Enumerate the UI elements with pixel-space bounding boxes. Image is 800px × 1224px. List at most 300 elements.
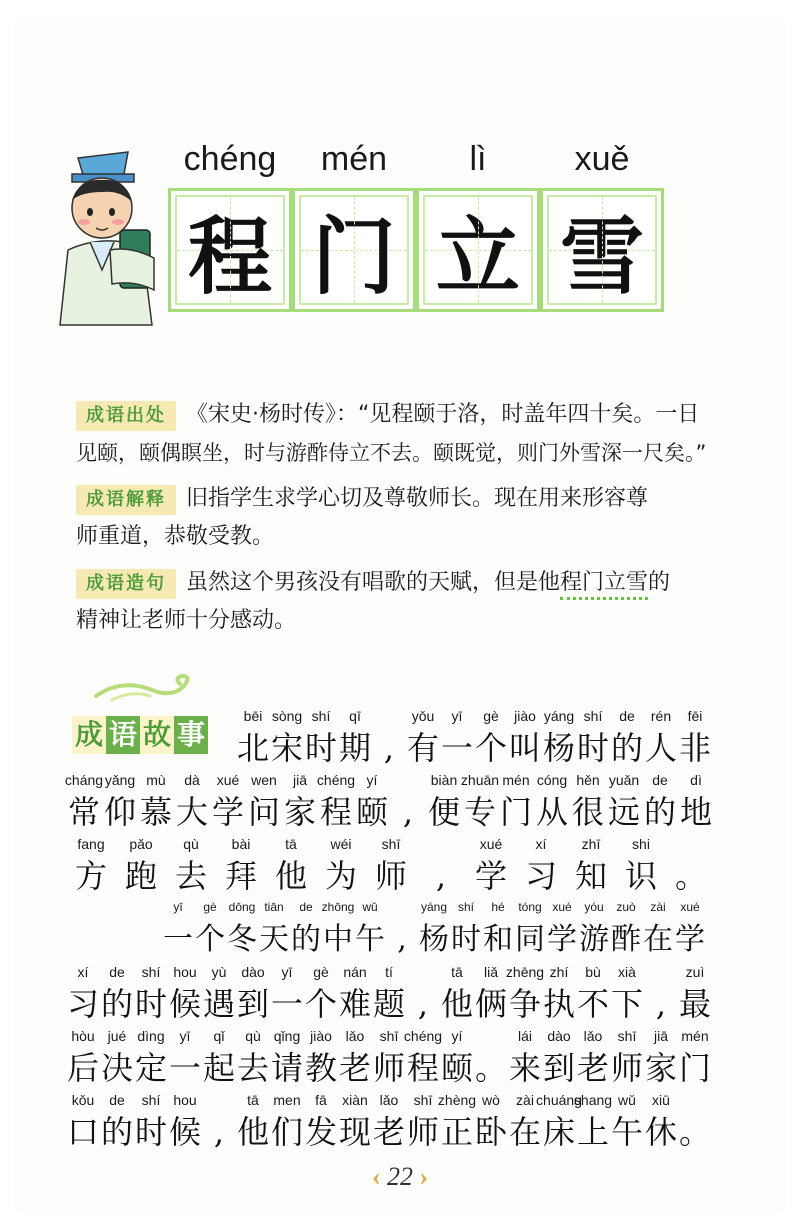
story-char — [66, 1092, 100, 1152]
story-char — [270, 1092, 304, 1152]
story-char-hanzi: 时 — [576, 729, 609, 767]
story-char — [474, 1028, 508, 1088]
story-char-hanzi: 教 — [304, 1049, 337, 1087]
story-char-pinyin: zhēng — [505, 964, 545, 980]
story-char — [516, 836, 566, 896]
story-char-hanzi: 执 — [542, 985, 575, 1023]
story-char — [644, 1092, 678, 1152]
story-char-hanzi: 方 — [74, 857, 107, 895]
story-char-hanzi: 一 — [163, 922, 193, 957]
story-char-pinyin: jiā — [292, 772, 307, 788]
example-text-pre: 虽然这个男孩没有唱歌的天赋，但是他 — [186, 570, 561, 595]
story-line — [66, 836, 720, 896]
story-char-pinyin: chéng — [403, 1028, 443, 1044]
story-char — [406, 708, 440, 768]
story-char-pinyin: dào — [547, 1028, 571, 1044]
story-char-pinyin: yǒu — [411, 708, 435, 724]
story-char-hanzi: 个 — [474, 729, 507, 767]
source-text-1: 《宋史·杨时传》：“见程颐于洛，时盖年四十矣。一日 — [186, 402, 700, 427]
story-char-pinyin: sòng — [271, 708, 303, 724]
story-tag-char: 事 — [174, 716, 208, 754]
story-char-pinyin: wǔ — [362, 900, 378, 914]
story-char — [514, 900, 546, 960]
story-char-pinyin: shī — [617, 1028, 637, 1044]
story-char — [130, 940, 162, 960]
story-char — [386, 900, 418, 960]
story-char-hanzi: 去 — [174, 857, 207, 895]
story-char-pinyin: nán — [343, 964, 367, 980]
story-char-pinyin: tā — [247, 1092, 259, 1108]
story-char-pinyin: shang — [573, 1092, 613, 1108]
title-char: 雪 — [559, 207, 644, 306]
story-char-hanzi: 不 — [576, 985, 609, 1023]
story-char-hanzi: 上 — [576, 1113, 609, 1151]
story-char — [304, 708, 338, 768]
story-char-hanzi: 个 — [195, 922, 225, 957]
story-char — [406, 964, 440, 1024]
story-char-pinyin: cóng — [536, 772, 568, 788]
story-char — [100, 964, 134, 1024]
title-cell — [540, 188, 664, 312]
story-char — [642, 900, 674, 960]
story-tag-char: 故 — [140, 716, 174, 754]
story-char-pinyin: hou — [173, 964, 197, 980]
story-char-hanzi: 难 — [338, 985, 371, 1023]
story-char — [270, 708, 304, 768]
story-char-pinyin: jiào — [514, 708, 536, 724]
story-char — [678, 708, 712, 768]
story-char-pinyin: qù — [245, 1028, 261, 1044]
story-char — [576, 708, 610, 768]
story-line — [130, 900, 720, 960]
story-char — [270, 1028, 304, 1088]
story-char-hanzi: 老 — [576, 1049, 609, 1087]
story-char-pinyin: jiā — [653, 1028, 668, 1044]
story-char-pinyin: wéi — [330, 836, 352, 852]
title-pinyin — [168, 140, 664, 188]
story-char — [372, 1028, 406, 1088]
story-char — [542, 1028, 576, 1088]
story-char — [304, 1092, 338, 1152]
story-char-hanzi: 他 — [236, 1113, 269, 1151]
story-char — [354, 772, 390, 832]
story-char-pinyin: yuǎn — [608, 772, 640, 788]
story-char-hanzi: 中 — [323, 922, 353, 957]
story-char — [610, 964, 644, 1024]
story-char-hanzi: 的 — [291, 922, 321, 957]
story-char-hanzi: 的 — [100, 985, 133, 1023]
story-char — [168, 1028, 202, 1088]
story-char-pinyin: dà — [184, 772, 200, 788]
story-char-pinyin: lái — [517, 1028, 532, 1044]
story-char-pinyin: xué — [216, 772, 240, 788]
story-char-hanzi: , — [397, 922, 407, 957]
story-char-pinyin: zhèng — [437, 1092, 477, 1108]
story-char — [372, 708, 406, 768]
story-char-hanzi: 学 — [211, 793, 244, 831]
story-char — [134, 1028, 168, 1088]
story-char — [304, 1028, 338, 1088]
story-char-pinyin: mén — [502, 772, 530, 788]
story-char-hanzi: , — [383, 729, 395, 767]
source-tag: 成语出处 — [76, 401, 176, 431]
story-char-pinyin: zhōng — [321, 900, 355, 914]
story-char — [338, 1028, 372, 1088]
page-number — [0, 1162, 800, 1192]
story-char-hanzi: 地 — [679, 793, 712, 831]
story-tag — [72, 716, 208, 754]
idiom-source — [76, 396, 726, 472]
story-char-pinyin: yī — [451, 708, 463, 724]
story-char-hanzi: 门 — [499, 793, 532, 831]
story-char-hanzi: 一 — [168, 1049, 201, 1087]
story-char-pinyin: dì — [690, 772, 702, 788]
story-char-hanzi: 游 — [579, 922, 609, 957]
story-char-hanzi: 程 — [319, 793, 352, 831]
story-char-hanzi: 在 — [508, 1113, 541, 1151]
story-char-pinyin: xiū — [652, 1092, 670, 1108]
story-char-pinyin: rén — [650, 708, 672, 724]
story-char-hanzi: 现 — [338, 1113, 371, 1151]
story-char-hanzi: 习 — [66, 985, 99, 1023]
story-char — [338, 1092, 372, 1152]
story-line — [66, 1028, 720, 1088]
story-char — [226, 900, 258, 960]
story-char — [426, 772, 462, 832]
story-char — [390, 772, 426, 832]
story-char-hanzi: 他 — [274, 857, 307, 895]
title-pinyin-1: chéng — [183, 140, 277, 178]
story-char-pinyin: xué — [552, 900, 572, 914]
story-char-pinyin: qǐ — [213, 1028, 225, 1044]
story-char-pinyin: xiàn — [342, 1092, 368, 1108]
story-char-hanzi: 的 — [610, 729, 643, 767]
story-char-pinyin: tí — [385, 964, 393, 980]
story-char-pinyin: jué — [107, 1028, 127, 1044]
story-char — [644, 1028, 678, 1088]
story-char-hanzi: 大 — [175, 793, 208, 831]
story-char-pinyin: xí — [77, 964, 89, 980]
story-char-pinyin: mén — [681, 1028, 709, 1044]
story-char-hanzi: 师 — [372, 1049, 405, 1087]
story-char-hanzi: 候 — [168, 1113, 201, 1151]
story-char-hanzi: 的 — [100, 1113, 133, 1151]
story-char-hanzi: 到 — [542, 1049, 575, 1087]
story-char — [202, 1092, 236, 1152]
story-char — [236, 708, 270, 768]
story-char-pinyin: hòu — [71, 1028, 95, 1044]
story-char-hanzi: 有 — [406, 729, 439, 767]
story-char-hanzi: 后 — [66, 1049, 99, 1087]
title-char: 门 — [311, 207, 396, 306]
story-char-pinyin: yáng — [543, 708, 575, 724]
example-text-post: 的 — [648, 570, 671, 595]
story-char-hanzi: 。 — [474, 1049, 507, 1087]
story-char — [450, 900, 482, 960]
story-char-pinyin: zhī — [581, 836, 601, 852]
story-char-hanzi: 远 — [607, 793, 640, 831]
story-char-pinyin: shi — [632, 836, 650, 852]
story-char-hanzi: 识 — [624, 857, 657, 895]
story-char — [100, 1092, 134, 1152]
story-char — [194, 900, 226, 960]
story-char-hanzi: 床 — [542, 1113, 575, 1151]
story-char — [138, 772, 174, 832]
story-char — [616, 836, 666, 896]
story-char — [246, 772, 282, 832]
story-char-hanzi: 叫 — [508, 729, 541, 767]
story-char-hanzi: 知 — [574, 857, 607, 895]
story-char — [266, 836, 316, 896]
story-char-hanzi: 卧 — [474, 1113, 507, 1151]
story-char — [440, 1028, 474, 1088]
story-char-hanzi: 杨 — [419, 922, 449, 957]
story-char-hanzi: 正 — [440, 1113, 473, 1151]
story-char — [505, 964, 545, 1024]
story-char-pinyin: gè — [483, 708, 499, 724]
story-char-pinyin: wen — [251, 772, 277, 788]
story-char — [644, 964, 678, 1024]
story-char-hanzi: , — [655, 985, 667, 1023]
story-char — [406, 1092, 440, 1152]
story-char-pinyin: fang — [77, 836, 105, 852]
story-char-pinyin: qǐng — [273, 1028, 301, 1044]
story-char-pinyin: liǎ — [483, 964, 498, 980]
left-arrow-icon: ‹ — [371, 1162, 381, 1191]
story-char-hanzi: 口 — [66, 1113, 99, 1151]
story-char-pinyin: de — [652, 772, 668, 788]
story-char-pinyin: fā — [315, 1092, 327, 1108]
example-idiom: 程门立雪 — [560, 570, 648, 600]
story-char — [290, 900, 322, 960]
story-char-pinyin: shí — [311, 708, 331, 724]
story-char — [678, 772, 714, 832]
idiom-example — [76, 564, 726, 640]
story-char-hanzi: , — [417, 985, 429, 1023]
example-tag: 成语造句 — [76, 569, 176, 599]
story-char — [578, 900, 610, 960]
story-char-hanzi: 颐 — [440, 1049, 473, 1087]
story-char-hanzi: 俩 — [474, 985, 507, 1023]
story-char-pinyin: yáng — [420, 900, 448, 914]
story-char-pinyin: zài — [516, 1092, 534, 1108]
story-char-hanzi: 时 — [134, 985, 167, 1023]
story-char-pinyin: mù — [146, 772, 166, 788]
swirl-decoration-icon — [92, 672, 202, 706]
story-char — [372, 1092, 406, 1152]
story-char — [168, 964, 202, 1024]
story-char-hanzi: 的 — [643, 793, 676, 831]
story-char-pinyin: lǎo — [583, 1028, 603, 1044]
story-char-pinyin: xué — [680, 900, 700, 914]
story-char-pinyin: bù — [585, 964, 601, 980]
story-char-hanzi: 师 — [610, 1049, 643, 1087]
story-char-hanzi: 问 — [247, 793, 280, 831]
story-char — [418, 900, 450, 960]
story-char — [546, 900, 578, 960]
story-char-hanzi: 师 — [374, 857, 407, 895]
story-char — [174, 772, 210, 832]
story-char-pinyin: hou — [173, 1092, 197, 1108]
story-char-hanzi: 宋 — [270, 729, 303, 767]
story-char — [542, 708, 576, 768]
story-char-hanzi: 候 — [168, 985, 201, 1023]
story-char-pinyin: shí — [583, 708, 603, 724]
story-char — [644, 708, 678, 768]
story-char-hanzi: 们 — [270, 1113, 303, 1151]
title-cell — [292, 188, 416, 312]
story-char-hanzi: 师 — [406, 1113, 439, 1151]
story-char — [316, 836, 366, 896]
story-char — [606, 772, 642, 832]
story-char-pinyin: de — [109, 964, 125, 980]
story-char-hanzi: 期 — [338, 729, 371, 767]
meaning-text-2: 师重道，恭敬受教。 — [76, 524, 275, 549]
story-char — [576, 1028, 610, 1088]
story-char-hanzi: 来 — [508, 1049, 541, 1087]
story-char — [610, 708, 644, 768]
story-char-hanzi: 酢 — [611, 922, 641, 957]
idiom-meaning — [76, 480, 726, 556]
story-char-pinyin: zài — [650, 900, 666, 914]
story-char-hanzi: 跑 — [124, 857, 157, 895]
title-cell — [168, 188, 292, 312]
story-char — [570, 772, 606, 832]
story-char — [338, 964, 372, 1024]
story-char-hanzi: 休 — [644, 1113, 677, 1151]
story-char — [508, 708, 542, 768]
story-char-pinyin: zuì — [685, 964, 705, 980]
story-char — [678, 964, 712, 1024]
story-char — [482, 900, 514, 960]
story-char-pinyin: gè — [313, 964, 329, 980]
story-char-pinyin: wò — [482, 1092, 500, 1108]
story-char-pinyin: lǎo — [345, 1028, 365, 1044]
story-char-pinyin: pǎo — [129, 836, 153, 852]
story-char-hanzi: 时 — [304, 729, 337, 767]
story-char — [202, 964, 236, 1024]
meaning-text-1: 旧指学生求学心切及尊敬师长。现在用来形容尊 — [186, 486, 649, 511]
story-char-hanzi: 遇 — [202, 985, 235, 1023]
story-char — [573, 1092, 613, 1152]
story-char-pinyin: chuáng — [536, 1092, 582, 1108]
title-cell — [416, 188, 540, 312]
title-char: 程 — [187, 207, 272, 306]
story-char-pinyin: hé — [491, 900, 505, 914]
story-char-pinyin: qī — [349, 708, 361, 724]
story-char-pinyin: tiān — [264, 900, 284, 914]
story-char-pinyin: yóu — [584, 900, 604, 914]
story-char-hanzi: 同 — [515, 922, 545, 957]
story-char — [66, 1028, 100, 1088]
story-char-pinyin: chéng — [316, 772, 356, 788]
story-char-hanzi: 家 — [283, 793, 316, 831]
story-char-pinyin: tā — [451, 964, 463, 980]
story-char-pinyin: shī — [381, 836, 401, 852]
story-char — [66, 964, 100, 1024]
story-char-pinyin: de — [619, 708, 635, 724]
story-line — [66, 772, 720, 832]
story-char-pinyin: zuò — [616, 900, 636, 914]
story-char-hanzi: 他 — [440, 985, 473, 1023]
story-char-hanzi: 仰 — [103, 793, 136, 831]
story-char-hanzi: 一 — [440, 729, 473, 767]
story-char-hanzi: 午 — [610, 1113, 643, 1151]
story-char-pinyin: men — [273, 1092, 301, 1108]
story-char — [318, 772, 354, 832]
story-char-hanzi: 天 — [259, 922, 289, 957]
story-char — [100, 1028, 134, 1088]
story-char-hanzi: 到 — [236, 985, 269, 1023]
story-char-pinyin: shí — [141, 1092, 161, 1108]
story-char-hanzi: 发 — [304, 1113, 337, 1151]
story-char-hanzi: 学 — [547, 922, 577, 957]
story-char — [236, 1028, 270, 1088]
story-char — [610, 900, 642, 960]
story-char-pinyin: fēi — [687, 708, 703, 724]
story-char — [66, 772, 102, 832]
story-char-hanzi: 个 — [304, 985, 337, 1023]
story-char-pinyin: tóng — [518, 900, 542, 914]
title-char: 立 — [435, 207, 520, 306]
story-char-hanzi: 很 — [571, 793, 604, 831]
page-number-value: 22 — [387, 1162, 413, 1191]
story-char-hanzi: 学 — [474, 857, 507, 895]
story-char — [610, 1092, 644, 1152]
story-char — [508, 1028, 542, 1088]
story-char-pinyin: yí — [451, 1028, 463, 1044]
story-char — [474, 964, 508, 1024]
story-char-pinyin: yù — [211, 964, 227, 980]
story-char-pinyin: bēi — [243, 708, 263, 724]
story-char-pinyin: hěn — [576, 772, 600, 788]
story-char-pinyin: yǎng — [104, 772, 136, 788]
story-char — [134, 964, 168, 1024]
story-char-pinyin: yī — [173, 900, 183, 914]
story-char-pinyin: yī — [179, 1028, 191, 1044]
story-char — [466, 836, 516, 896]
story-char-hanzi: 决 — [100, 1049, 133, 1087]
story-char — [304, 964, 338, 1024]
title-pinyin-2: mén — [320, 140, 388, 178]
story-char-hanzi: 门 — [678, 1049, 711, 1087]
story-char-hanzi: 。 — [678, 1113, 711, 1151]
story-char — [102, 772, 138, 832]
story-char — [498, 772, 534, 832]
story-char-hanzi: 非 — [678, 729, 711, 767]
story-char-pinyin: shí — [457, 900, 474, 914]
story-char — [474, 708, 508, 768]
story-char-hanzi: 冬 — [227, 922, 257, 957]
story-line — [66, 964, 720, 1024]
story-char-pinyin: biàn — [430, 772, 458, 788]
story-char-hanzi: 下 — [610, 985, 643, 1023]
story-char — [236, 1092, 270, 1152]
story-char-pinyin: zhí — [549, 964, 569, 980]
story-char-hanzi: 北 — [236, 729, 269, 767]
title-pinyin-4: xuě — [574, 140, 630, 178]
story-char — [236, 964, 270, 1024]
story-char-hanzi: 老 — [338, 1049, 371, 1087]
story-char — [270, 964, 304, 1024]
story-char — [666, 836, 716, 896]
story-char-pinyin: shī — [413, 1092, 433, 1108]
story-char — [566, 836, 616, 896]
story-char — [322, 900, 354, 960]
story-char-hanzi: 。 — [674, 857, 707, 895]
story-char-hanzi: 最 — [678, 985, 711, 1023]
story-char-hanzi: 慕 — [139, 793, 172, 831]
